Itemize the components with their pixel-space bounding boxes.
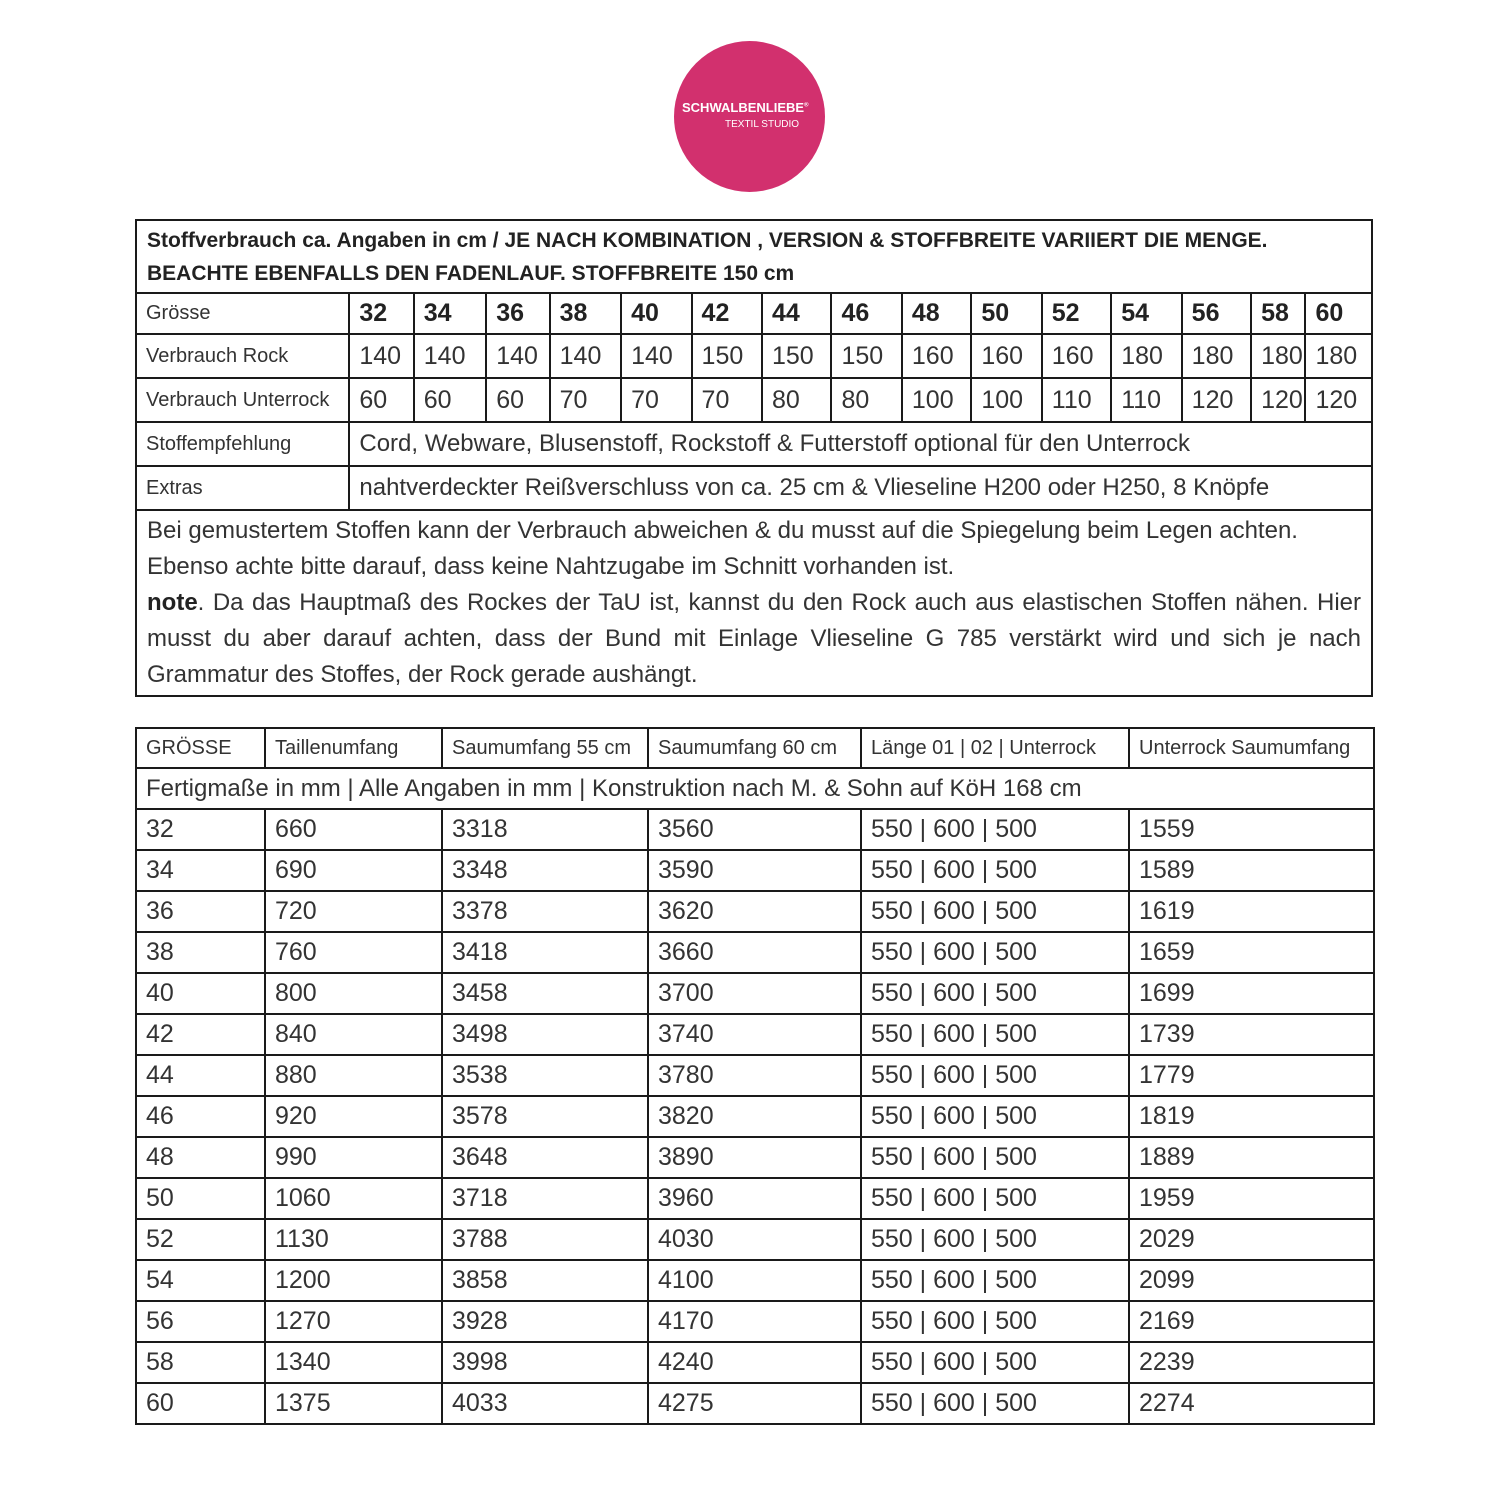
size-cell: 60	[1305, 293, 1372, 334]
rock-cell: 150	[692, 334, 762, 378]
table-row	[136, 891, 1374, 932]
table-cell: 3890	[648, 1137, 861, 1178]
table-cell: 3378	[442, 891, 648, 932]
table-cell: 36	[136, 891, 265, 932]
table-cell: 34	[136, 850, 265, 891]
table-cell: 42	[136, 1014, 265, 1055]
column-header: Saumumfang 55 cm	[442, 728, 648, 768]
size-cell: 58	[1251, 293, 1305, 334]
unterrock-cell: 110	[1111, 378, 1181, 422]
table-cell: 550 | 600 | 500	[861, 1096, 1129, 1137]
rock-cell: 180	[1111, 334, 1181, 378]
measurements-body	[136, 809, 1374, 1424]
table-cell: 550 | 600 | 500	[861, 1260, 1129, 1301]
table-cell: 56	[136, 1301, 265, 1342]
rock-cell: 160	[902, 334, 971, 378]
table-cell: 550 | 600 | 500	[861, 1014, 1129, 1055]
table-cell: 1779	[1129, 1055, 1374, 1096]
table-cell: 4030	[648, 1219, 861, 1260]
table-cell: 1559	[1129, 809, 1374, 850]
measurements-table	[135, 727, 1375, 1425]
table-row	[136, 932, 1374, 973]
logo-brand: SCHWALBENLIEBE®	[682, 100, 809, 115]
unterrock-cell: 60	[414, 378, 486, 422]
table-cell: 1699	[1129, 973, 1374, 1014]
extras-value: nahtverdeckter Reißverschluss von ca. 25 cm & Vlieseline H200 oder H250, 8 Knöpfe	[349, 466, 1372, 510]
table-cell: 3660	[648, 932, 861, 973]
table-cell: 52	[136, 1219, 265, 1260]
rock-cell: 140	[550, 334, 621, 378]
table-row	[136, 1219, 1374, 1260]
column-header: Unterrock Saumumfang	[1129, 728, 1374, 768]
stoff-value: Cord, Webware, Blusenstoff, Rockstoff & Futterstoff optional für den Unterrock	[349, 422, 1372, 466]
size-cell: 52	[1042, 293, 1111, 334]
size-label: Grösse	[136, 293, 349, 334]
unterrock-cell: 70	[621, 378, 691, 422]
column-header: Saumumfang 60 cm	[648, 728, 861, 768]
unterrock-cell: 120	[1251, 378, 1305, 422]
table-cell: 550 | 600 | 500	[861, 850, 1129, 891]
note-text: Bei gemustertem Stoffen kann der Verbrauch abweichen & du musst auf die Spiegelung beim Legen achten. Ebenso achte bitte darauf, dass keine Nahtzugabe im Schnitt vorhanden ist. note. Da das Hauptmaß des Rockes der TaU ist, kannst du den Rock auch aus elastischen Stoffen nähen. Hier musst du aber darauf achten, dass der Bund mit Einlage Vlieseline G 785 verstärkt wird und sich je nach Grammatur des Stoffes, der Rock gerade aushängt.	[136, 510, 1372, 696]
size-cell: 36	[486, 293, 549, 334]
table-cell: 550 | 600 | 500	[861, 809, 1129, 850]
table-cell: 58	[136, 1342, 265, 1383]
table-row	[136, 1096, 1374, 1137]
unterrock-cell: 110	[1042, 378, 1111, 422]
table-cell: 1340	[265, 1342, 442, 1383]
table-cell: 2099	[1129, 1260, 1374, 1301]
table-cell: 550 | 600 | 500	[861, 1342, 1129, 1383]
table-cell: 3418	[442, 932, 648, 973]
measurements-subheader: Fertigmaße in mm | Alle Angaben in mm | Konstruktion nach M. & Sohn auf KöH 168 cm	[136, 768, 1374, 809]
table-cell: 1889	[1129, 1137, 1374, 1178]
table-cell: 3718	[442, 1178, 648, 1219]
table-cell: 1130	[265, 1219, 442, 1260]
table-cell: 1659	[1129, 932, 1374, 973]
unterrock-cell: 80	[831, 378, 901, 422]
table-cell: 3960	[648, 1178, 861, 1219]
unterrock-cell: 100	[971, 378, 1041, 422]
table-cell: 1375	[265, 1383, 442, 1424]
table-cell: 1959	[1129, 1178, 1374, 1219]
table-cell: 3858	[442, 1260, 648, 1301]
table-cell: 3560	[648, 809, 861, 850]
table-row	[136, 1014, 1374, 1055]
table-row	[136, 809, 1374, 850]
table-cell: 880	[265, 1055, 442, 1096]
table-row	[136, 1383, 1374, 1424]
table-cell: 2169	[1129, 1301, 1374, 1342]
table-row	[136, 1178, 1374, 1219]
table-cell: 800	[265, 973, 442, 1014]
table-cell: 1060	[265, 1178, 442, 1219]
table-cell: 840	[265, 1014, 442, 1055]
rock-label: Verbrauch Rock	[136, 334, 349, 378]
table-cell: 46	[136, 1096, 265, 1137]
table-cell: 38	[136, 932, 265, 973]
stoff-row	[136, 422, 1372, 466]
fabric-consumption-table	[135, 219, 1373, 697]
table-cell: 60	[136, 1383, 265, 1424]
table-cell: 44	[136, 1055, 265, 1096]
table-cell: 2274	[1129, 1383, 1374, 1424]
table-cell: 50	[136, 1178, 265, 1219]
rock-cell: 150	[831, 334, 901, 378]
table-row	[136, 1342, 1374, 1383]
table-cell: 660	[265, 809, 442, 850]
unterrock-cell: 80	[762, 378, 831, 422]
table-cell: 40	[136, 973, 265, 1014]
rock-cell: 140	[621, 334, 691, 378]
table-row	[136, 1137, 1374, 1178]
size-row	[136, 293, 1372, 334]
size-cell: 40	[621, 293, 691, 334]
rock-cell: 180	[1182, 334, 1251, 378]
table-row	[136, 1055, 1374, 1096]
rock-cell: 140	[486, 334, 549, 378]
table-cell: 1589	[1129, 850, 1374, 891]
rock-cell: 180	[1305, 334, 1372, 378]
table-cell: 2239	[1129, 1342, 1374, 1383]
rock-cell: 180	[1251, 334, 1305, 378]
table-cell: 1739	[1129, 1014, 1374, 1055]
table-cell: 3578	[442, 1096, 648, 1137]
table-cell: 760	[265, 932, 442, 973]
size-cell: 34	[414, 293, 486, 334]
table-cell: 32	[136, 809, 265, 850]
table-cell: 3788	[442, 1219, 648, 1260]
table-cell: 3538	[442, 1055, 648, 1096]
rock-cell: 140	[349, 334, 413, 378]
rock-cell: 140	[414, 334, 486, 378]
column-header: GRÖSSE	[136, 728, 265, 768]
rock-cell: 160	[971, 334, 1041, 378]
column-header: Länge 01 | 02 | Unterrock	[861, 728, 1129, 768]
unterrock-row	[136, 378, 1372, 422]
table-cell: 3318	[442, 809, 648, 850]
table-cell: 2029	[1129, 1219, 1374, 1260]
table-cell: 1619	[1129, 891, 1374, 932]
logo-subtitle: TEXTIL STUDIO	[725, 119, 800, 130]
size-cell: 44	[762, 293, 831, 334]
table-cell: 3590	[648, 850, 861, 891]
table-cell: 690	[265, 850, 442, 891]
table-row	[136, 973, 1374, 1014]
column-header: Taillenumfang	[265, 728, 442, 768]
table-cell: 550 | 600 | 500	[861, 1178, 1129, 1219]
consumption-title: Stoffverbrauch ca. Angaben in cm / JE NACH KOMBINATION , VERSION & STOFFBREITE VARIIERT DIE MENGE. BEACHTE EBENFALLS DEN FADENLAUF. STOFFBREITE 150 cm	[136, 220, 1372, 293]
table-row	[136, 1260, 1374, 1301]
table-cell: 920	[265, 1096, 442, 1137]
stoff-label: Stoffempfehlung	[136, 422, 349, 466]
unterrock-cell: 70	[692, 378, 762, 422]
table-cell: 1270	[265, 1301, 442, 1342]
unterrock-cell: 100	[902, 378, 971, 422]
table-row	[136, 1301, 1374, 1342]
size-cell: 50	[971, 293, 1041, 334]
table-cell: 550 | 600 | 500	[861, 1219, 1129, 1260]
size-cell: 56	[1182, 293, 1251, 334]
unterrock-cell: 60	[349, 378, 413, 422]
table-cell: 990	[265, 1137, 442, 1178]
table-cell: 550 | 600 | 500	[861, 932, 1129, 973]
table-cell: 3648	[442, 1137, 648, 1178]
table-cell: 4275	[648, 1383, 861, 1424]
table-cell: 4100	[648, 1260, 861, 1301]
table-cell: 1819	[1129, 1096, 1374, 1137]
size-cell: 46	[831, 293, 901, 334]
extras-row	[136, 466, 1372, 510]
table-cell: 3700	[648, 973, 861, 1014]
table-cell: 3348	[442, 850, 648, 891]
table-cell: 3458	[442, 973, 648, 1014]
measurements-header	[136, 728, 1374, 768]
rock-cell: 150	[762, 334, 831, 378]
table-cell: 1200	[265, 1260, 442, 1301]
table-cell: 54	[136, 1260, 265, 1301]
rock-row	[136, 334, 1372, 378]
brand-logo	[674, 41, 825, 192]
table-cell: 550 | 600 | 500	[861, 1055, 1129, 1096]
table-cell: 4170	[648, 1301, 861, 1342]
table-cell: 550 | 600 | 500	[861, 1383, 1129, 1424]
table-cell: 3498	[442, 1014, 648, 1055]
unterrock-label: Verbrauch Unterrock	[136, 378, 349, 422]
table-cell: 550 | 600 | 500	[861, 1137, 1129, 1178]
rock-cell: 160	[1042, 334, 1111, 378]
unterrock-cell: 70	[550, 378, 621, 422]
size-cell: 48	[902, 293, 971, 334]
table-cell: 3928	[442, 1301, 648, 1342]
table-cell: 4240	[648, 1342, 861, 1383]
table-cell: 3780	[648, 1055, 861, 1096]
table-cell: 720	[265, 891, 442, 932]
unterrock-cell: 120	[1305, 378, 1372, 422]
table-cell: 48	[136, 1137, 265, 1178]
table-cell: 3998	[442, 1342, 648, 1383]
extras-label: Extras	[136, 466, 349, 510]
size-cell: 38	[550, 293, 621, 334]
size-cell: 42	[692, 293, 762, 334]
table-cell: 550 | 600 | 500	[861, 973, 1129, 1014]
table-row	[136, 850, 1374, 891]
size-cell: 32	[349, 293, 413, 334]
table-cell: 4033	[442, 1383, 648, 1424]
unterrock-cell: 60	[486, 378, 549, 422]
table-cell: 550 | 600 | 500	[861, 1301, 1129, 1342]
table-cell: 3820	[648, 1096, 861, 1137]
table-cell: 550 | 600 | 500	[861, 891, 1129, 932]
unterrock-cell: 120	[1182, 378, 1251, 422]
table-cell: 3620	[648, 891, 861, 932]
size-cell: 54	[1111, 293, 1181, 334]
table-cell: 3740	[648, 1014, 861, 1055]
